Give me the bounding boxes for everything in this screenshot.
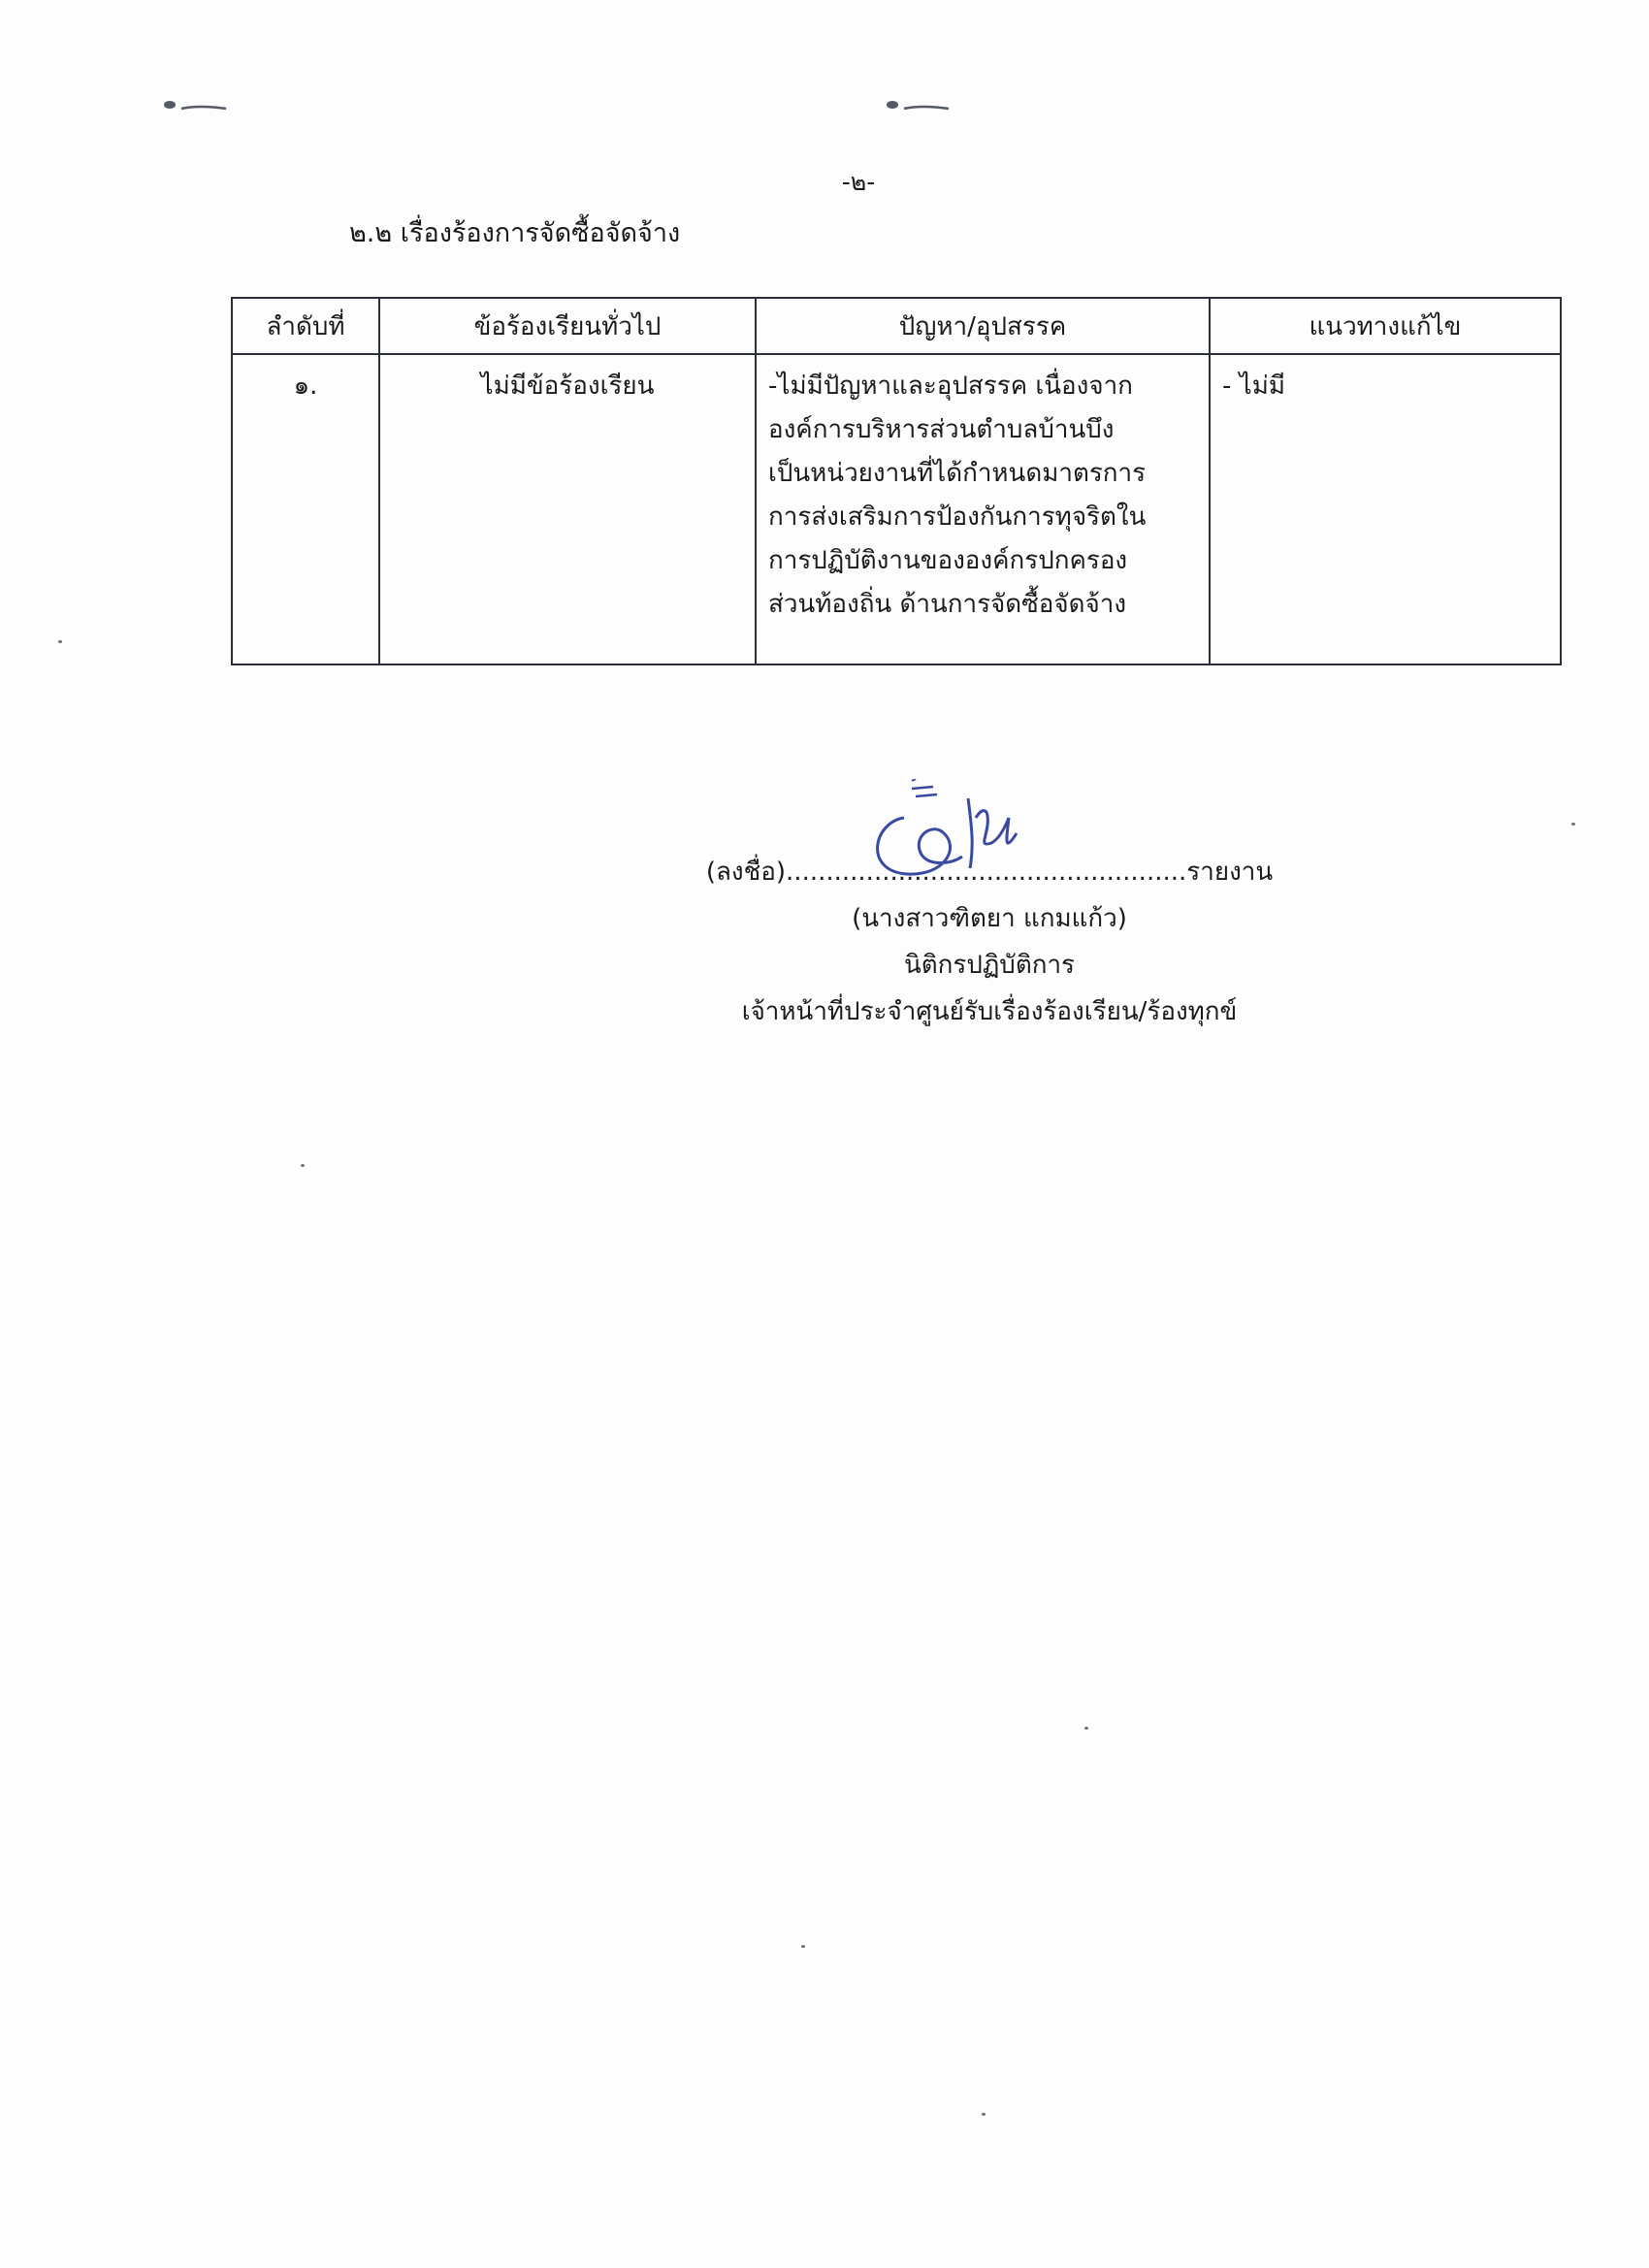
header-general-complaint: ข้อร้องเรียนทั่วไป xyxy=(379,298,756,354)
header-problem-obstacle: ปัญหา/อุปสรรค xyxy=(756,298,1210,354)
problem-text-line: การส่งเสริมการป้องกันการทุจริตใน xyxy=(768,502,1147,532)
scan-speck xyxy=(801,1945,805,1948)
cell-general-complaint: ไม่มีข้อร้องเรียน xyxy=(379,354,756,664)
signature-block xyxy=(679,849,1300,1035)
signer-position: นิติกรปฏิบัติการ xyxy=(903,951,1076,980)
problem-text-line: การปฏิบัติงานขององค์กรปกครอง xyxy=(768,546,1128,575)
header-order-number: ลำดับที่ xyxy=(232,298,379,354)
scan-speck xyxy=(301,1164,305,1167)
header-solution: แนวทางแก้ไข xyxy=(1210,298,1561,354)
scan-speck xyxy=(982,2113,986,2116)
problem-text-line: เป็นหน่วยงานที่ได้กำหนดมาตรการ xyxy=(768,459,1147,488)
cell-order-number: ๑. xyxy=(232,354,379,664)
table-row xyxy=(232,354,1561,664)
scan-speck xyxy=(58,640,62,643)
cell-problem-obstacle xyxy=(756,354,1210,664)
scan-speck xyxy=(1084,1727,1088,1730)
page-number: -๒- xyxy=(841,168,876,196)
problem-text-line: -ไม่มีปัญหาและอุปสรรค เนื่องจาก xyxy=(768,372,1133,401)
signer-name: (นางสาวฑิตยา แกมแก้ว) xyxy=(852,904,1127,933)
handwritten-signature xyxy=(854,779,1038,886)
hole-punch-mark-center xyxy=(883,97,951,114)
sign-line-text: (ลงชื่อ)..................................................รายงาน xyxy=(705,858,1274,887)
problem-text-line: ส่วนท้องถิ่น ด้านการจัดซื้อจัดจ้าง xyxy=(768,590,1127,619)
signer-role: เจ้าหน้าที่ประจำศูนย์รับเรื่องร้องเรียน/ร้องทุกข์ xyxy=(741,997,1238,1026)
scan-speck xyxy=(1571,823,1575,826)
cell-solution: - ไม่มี xyxy=(1210,354,1561,664)
sign-line-row xyxy=(679,849,1300,895)
table-header-row xyxy=(232,298,1561,354)
complaints-table xyxy=(231,297,1562,665)
hole-punch-mark-left xyxy=(160,97,228,114)
problem-text-line: องค์การบริหารส่วนตำบลบ้านบึง xyxy=(768,415,1115,444)
section-heading: ๒.๒ เรื่องร้องการจัดซื้อจัดจ้าง xyxy=(349,218,681,248)
